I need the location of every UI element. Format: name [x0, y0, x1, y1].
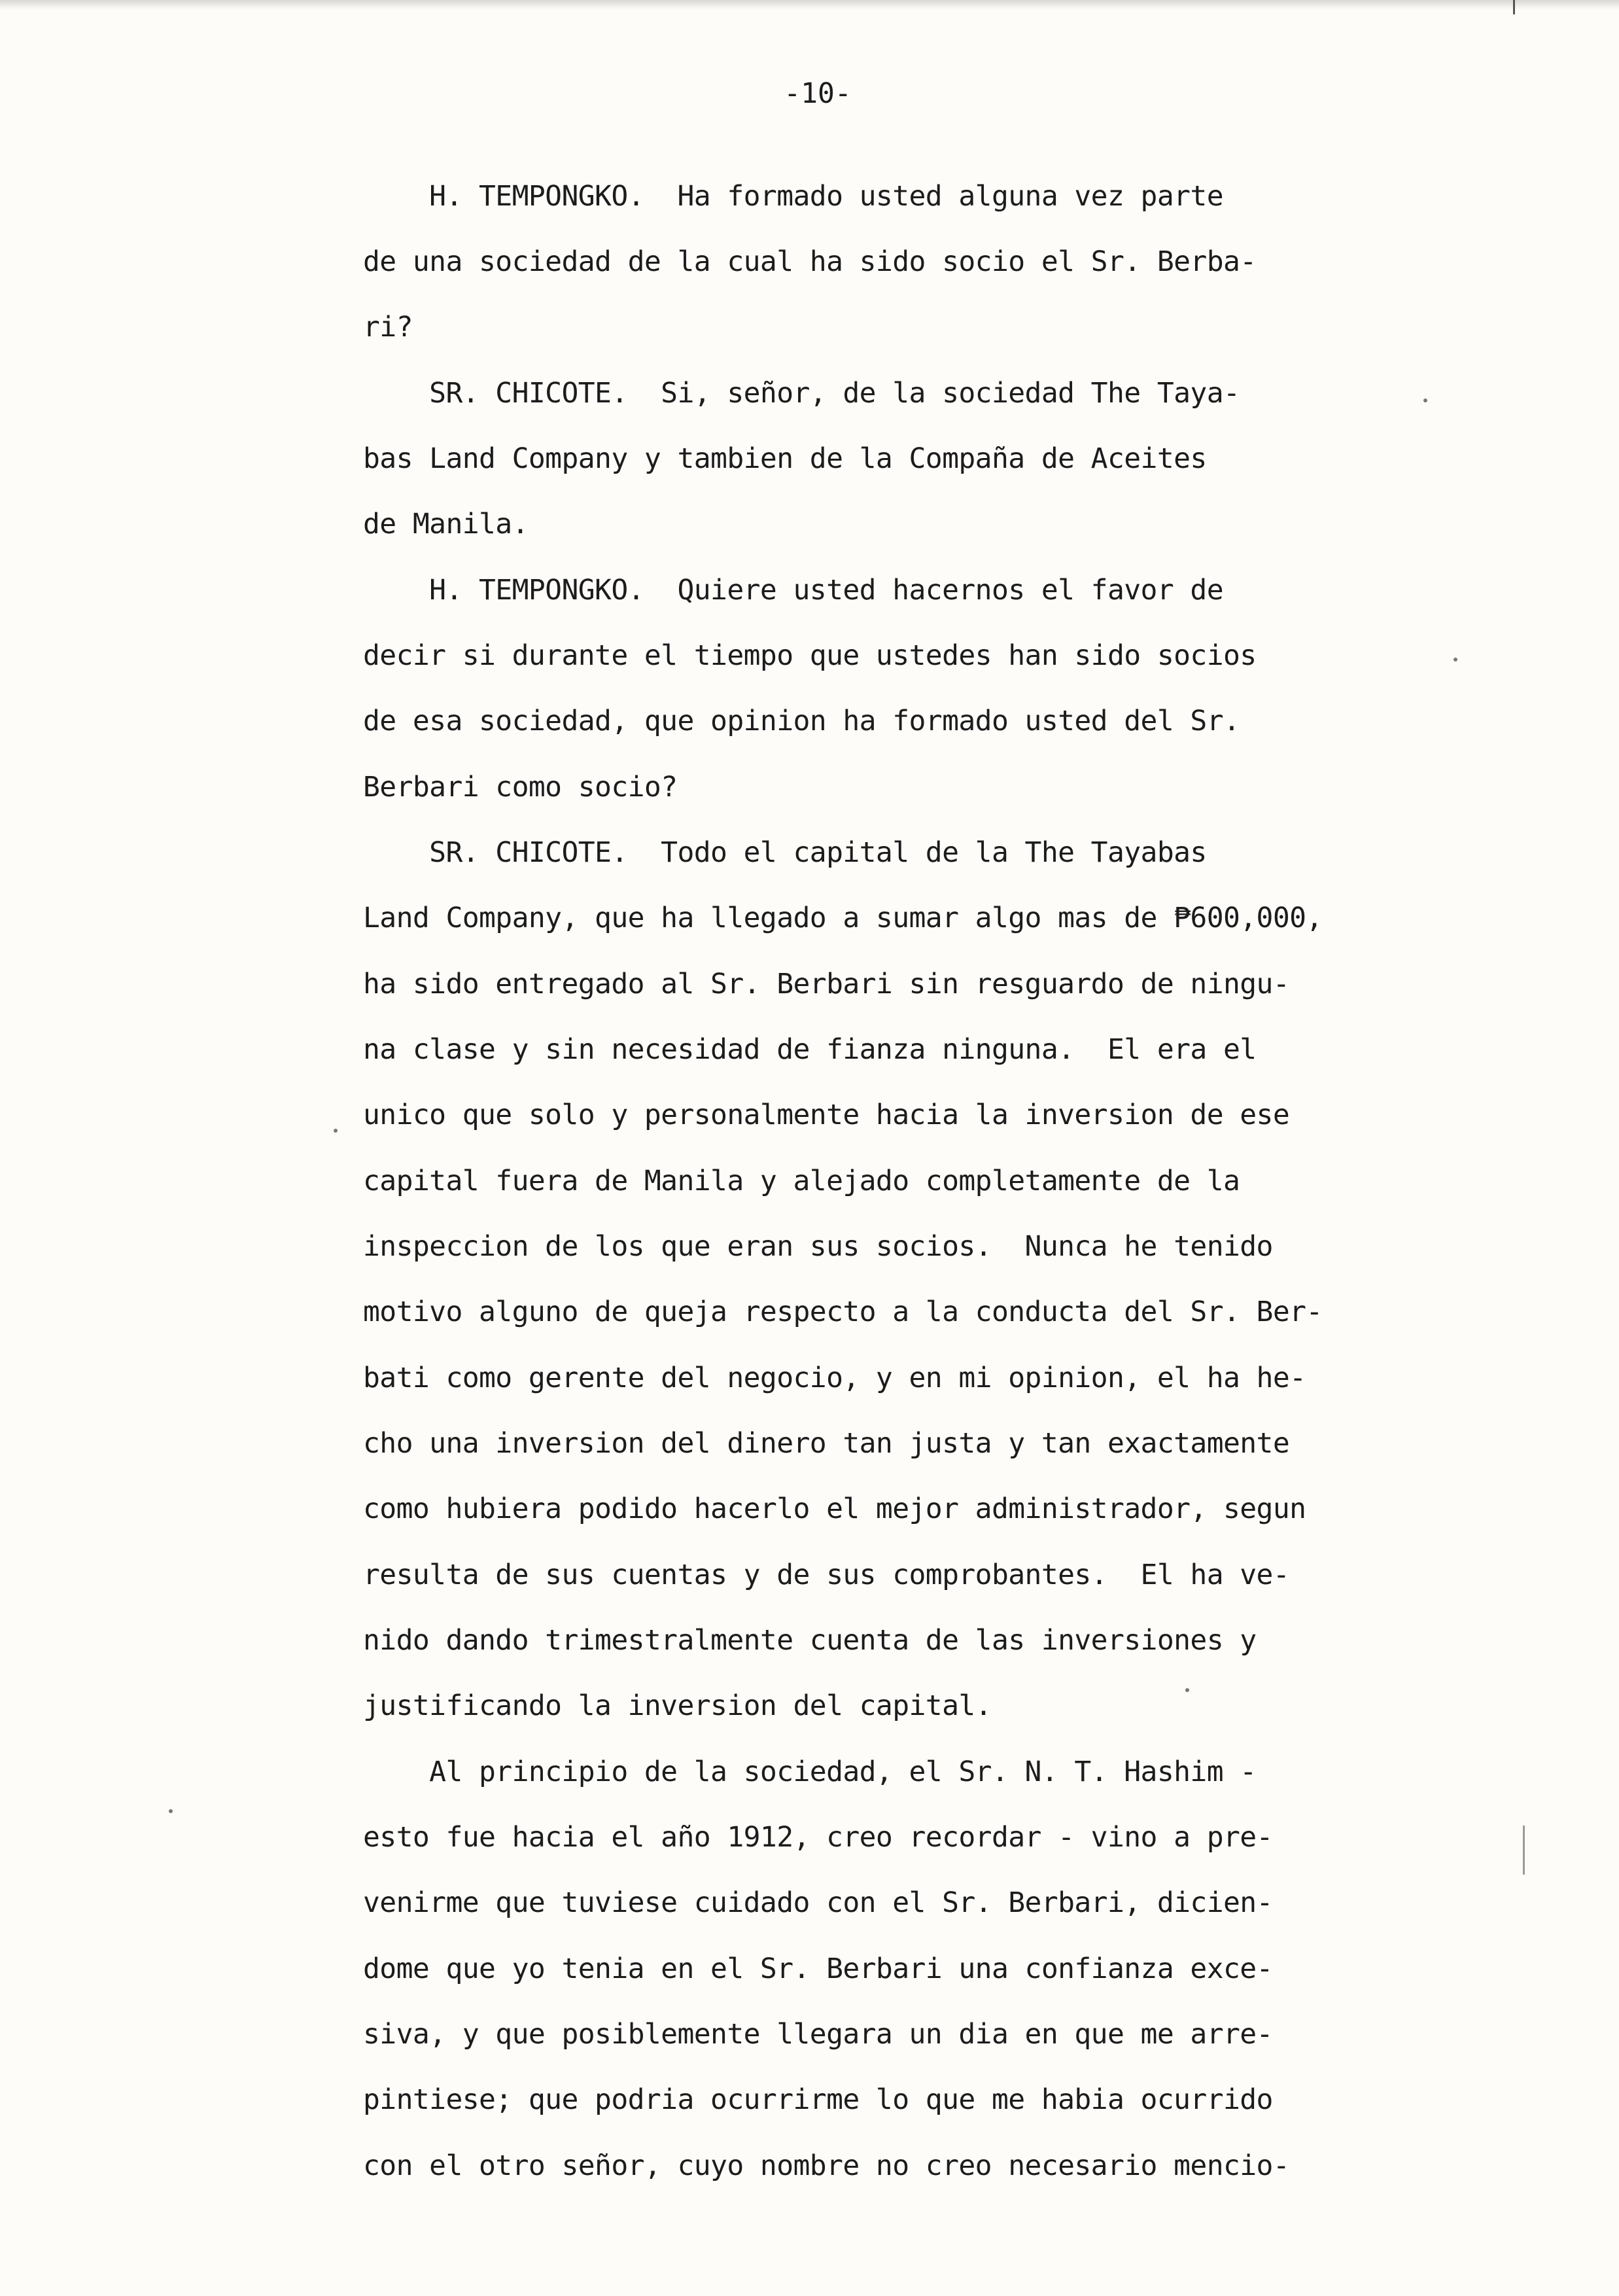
scan-top-edge: [0, 0, 1619, 9]
text-line: resulta de sus cuentas y de sus comprobantes. El ha ve-: [363, 1559, 1290, 1591]
text-line: de una sociedad de la cual ha sido socio el Sr. Berba-: [363, 245, 1257, 278]
text-line: bati como gerente del negocio, y en mi opinion, el ha he-: [363, 1362, 1306, 1394]
scan-mark: [1523, 1826, 1525, 1875]
text-line: justificando la inversion del capital.: [363, 1689, 992, 1722]
text-line: na clase y sin necesidad de fianza ninguna. El era el: [363, 1033, 1257, 1066]
text-line: ri?: [363, 311, 413, 344]
scan-speck: [169, 1809, 173, 1813]
text-line: esto fue hacia el año 1912, creo recordar - vino a pre-: [363, 1821, 1273, 1854]
text-line: de Manila.: [363, 508, 529, 540]
text-line: capital fuera de Manila y alejado completamente de la: [363, 1165, 1240, 1197]
text-line: Land Company, que ha llegado a sumar algo mas de ₱600,000,: [363, 902, 1323, 934]
text-line: inspeccion de los que eran sus socios. Nunca he tenido: [363, 1230, 1273, 1263]
scan-speck: [1454, 658, 1457, 662]
text-line: H. TEMPONGKO. Ha formado usted alguna vez parte: [363, 180, 1223, 213]
text-line: venirme que tuviese cuidado con el Sr. Berbari, dicien-: [363, 1886, 1273, 1919]
text-line: SR. CHICOTE. Si, señor, de la sociedad The Taya-: [363, 377, 1240, 410]
text-line: Al principio de la sociedad, el Sr. N. T. Hashim -: [363, 1756, 1257, 1788]
scan-speck: [1185, 1688, 1189, 1692]
scan-speck: [334, 1129, 338, 1133]
text-line: motivo alguno de queja respecto a la conducta del Sr. Ber-: [363, 1296, 1323, 1328]
scan-speck: [1423, 398, 1427, 402]
page-number: -10-: [784, 77, 852, 110]
text-line: cho una inversion del dinero tan justa y tan exactamente: [363, 1427, 1290, 1460]
text-line: como hubiera podido hacerlo el mejor administrador, segun: [363, 1492, 1306, 1525]
text-line: unico que solo y personalmente hacia la inversion de ese: [363, 1099, 1290, 1131]
text-line: decir si durante el tiempo que ustedes han sido socios: [363, 639, 1257, 672]
text-line: Berbari como socio?: [363, 771, 678, 804]
text-line: de esa sociedad, que opinion ha formado usted del Sr.: [363, 705, 1240, 737]
text-line: nido dando trimestralmente cuenta de las inversiones y: [363, 1624, 1257, 1657]
text-line: H. TEMPONGKO. Quiere usted hacernos el favor de: [363, 574, 1223, 607]
scan-edge-mark: [1513, 0, 1515, 14]
text-line: dome que yo tenia en el Sr. Berbari una confianza exce-: [363, 1952, 1273, 1985]
text-line: pintiese; que podria ocurrirme lo que me habia ocurrido: [363, 2083, 1273, 2116]
text-line: bas Land Company y tambien de la Compaña de Aceites: [363, 442, 1207, 475]
text-line: SR. CHICOTE. Todo el capital de la The Tayabas: [363, 836, 1207, 869]
text-line: ha sido entregado al Sr. Berbari sin resguardo de ningu-: [363, 968, 1290, 1000]
text-line: siva, y que posiblemente llegara un dia en que me arre-: [363, 2018, 1273, 2051]
text-line: con el otro señor, cuyo nombre no creo necesario mencio-: [363, 2149, 1290, 2182]
